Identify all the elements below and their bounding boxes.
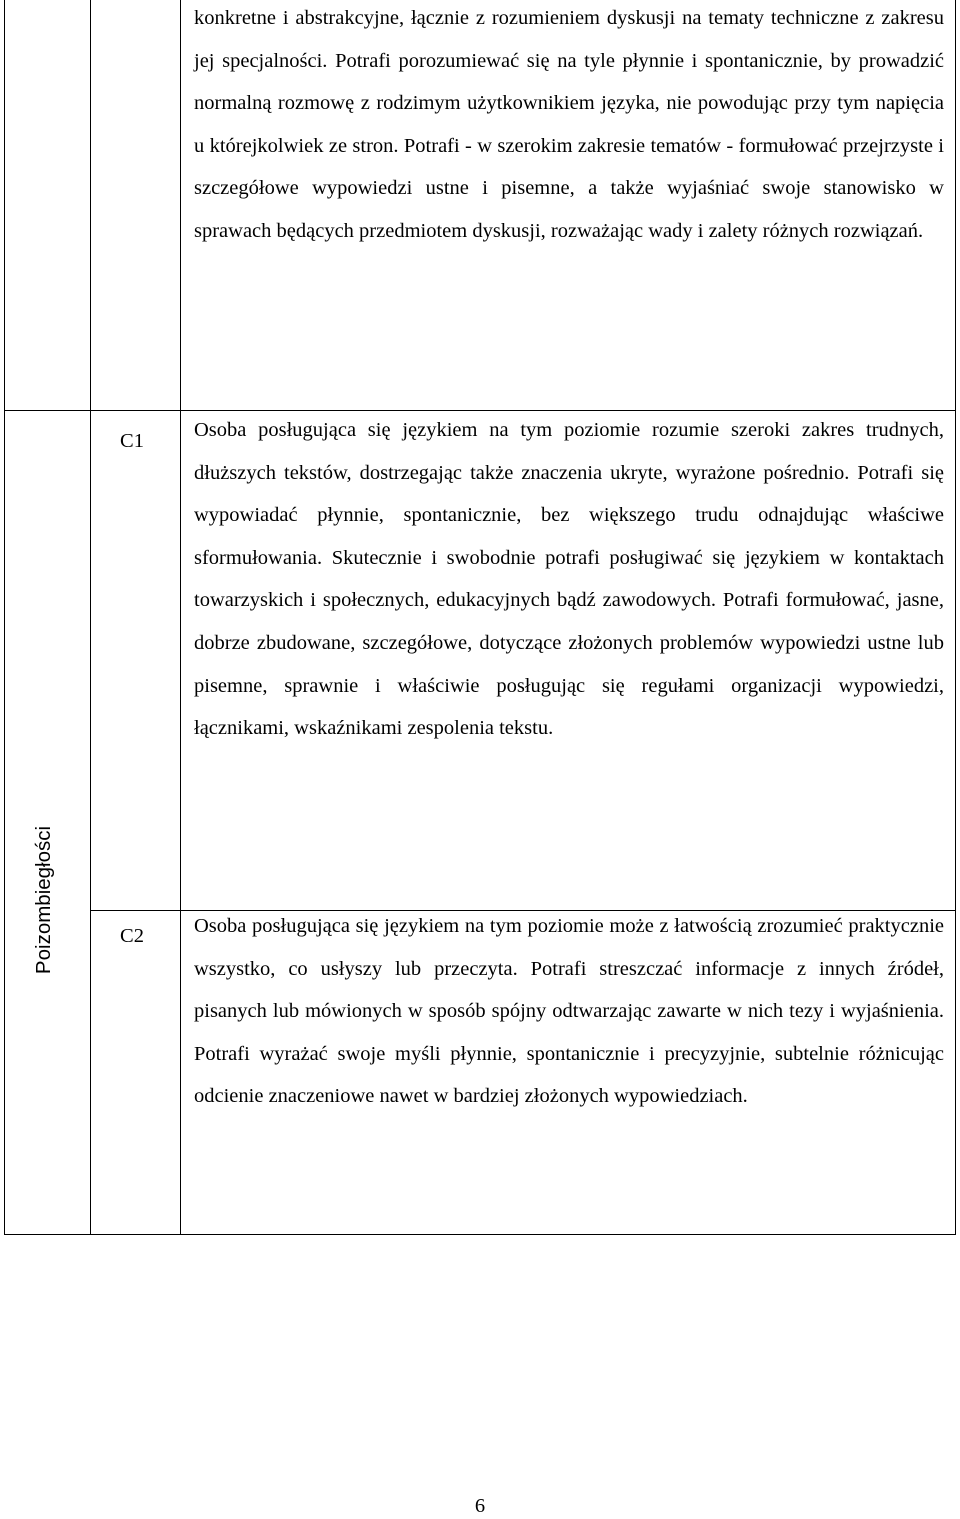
level-label-c2: C2	[120, 925, 144, 947]
group-label-cell	[4, 410, 84, 1235]
page-number: 6	[474, 1495, 486, 1517]
level-description-c2: Osoba posługująca się językiem na tym poziomie może z łatwością zrozumieć praktycznie wszystko, co usłyszy lub przeczyta. Potrafi streszczać informacje z innych źródeł, pisanych lub mówionych w sposób spójny odtwarzając zawarte w nich tezy i wyjaśnienia. Potrafi wyrażać swoje myśli płynnie, spontanicznie i precyzyjnie, subtelnie różnicując odcienie znaczeniowe nawet w bardziej złożonych wypowiedziach.	[194, 915, 944, 1108]
column-divider-2	[180, 0, 181, 1234]
top-row-description: konkretne i abstrakcyjne, łącznie z rozumieniem dyskusji na tematy techniczne z zakresu jej specjalności. Potrafi porozumiewać się na tyle płynnie i spontanicznie, by prowadzić normalną rozmowę z rodzimym użytkownikiem języka, nie powodując przy tym napięcia u którejkolwiek ze stron. Potrafi - w szerokim zakresie tematów - formułować przejrzyste i szczegółowe wypowiedzi ustne i pisemne, a także wyjaśniać swoje stanowisko w sprawach będących przedmiotem dyskusji, rozważając wady i zalety różnych rozwiązań.	[194, 7, 944, 242]
level-description-c1: Osoba posługująca się językiem na tym poziomie rozumie szeroki zakres trudnych, dłuższych tekstów, dostrzegając także znaczenia ukryte, wyrażone pośrednio. Potrafi się wypowiadać płynnie, spontanicznie, bez większego trudu odnajdując właściwe sformułowania. Skutecznie i swobodnie potrafi posługiwać się językiem w kontaktach towarzyskich i społecznych, edukacyjnych bądź zawodowych. Potrafi formułować, jasne, dobrze zbudowane, szczegółowe, dotyczące złożonych problemów wypowiedzi ustne lub pisemne, sprawnie i właściwie posługując się regułami organizacji wypowiedzi, łącznikami, wskaźnikami zespolenia tekstu.	[194, 419, 944, 740]
group-label: Poizombiegłości	[32, 825, 55, 975]
level-label-c1: C1	[120, 430, 144, 452]
column-divider-1	[90, 0, 91, 1234]
